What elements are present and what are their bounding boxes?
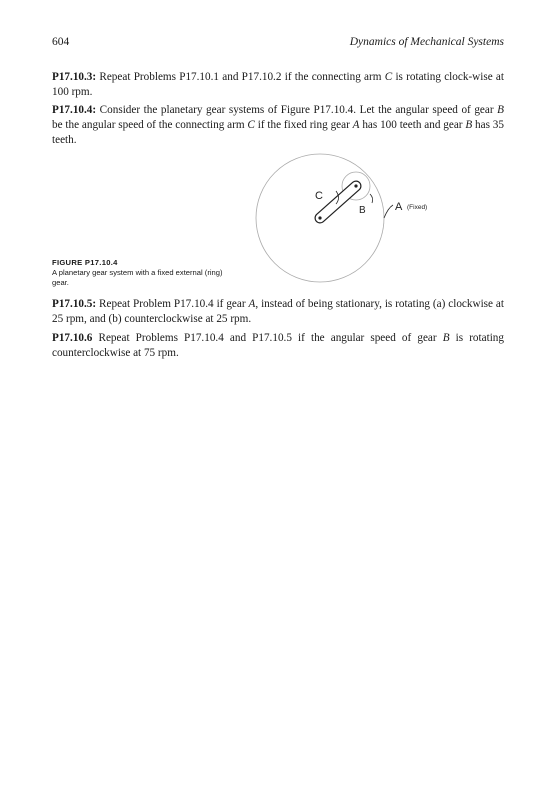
- problem-text: has 100 teeth and gear: [359, 119, 466, 131]
- problem-text: Repeat Problem P17.10.4 if gear: [96, 298, 249, 310]
- label-a: A: [395, 201, 403, 213]
- problem-text: has 35 teeth.: [52, 119, 504, 146]
- problem-text: Repeat Problems P17.10.4 and P17.10.5 if the angular speed of gear: [92, 332, 443, 344]
- problem-p17-10-5: [52, 297, 504, 327]
- connecting-arm-c: [320, 186, 356, 218]
- arm-pivot-planet: [354, 184, 357, 187]
- symbol-c: C: [247, 119, 255, 131]
- symbol-b: B: [442, 332, 450, 344]
- problem-p17-10-3: [52, 70, 504, 100]
- problem-label: P17.10.4:: [52, 104, 97, 116]
- problem-text: be the angular speed of the connecting arm: [52, 119, 248, 131]
- figure-caption: [52, 258, 232, 288]
- problem-text: , instead of being stationary, is rotating (a) clockwise at 25 rpm, and (b) counterclockwise at 25 rpm.: [52, 298, 504, 325]
- problem-text: Repeat Problems P17.10.1 and P17.10.2 if the connecting arm: [96, 71, 385, 83]
- running-title: Dynamics of Mechanical Systems: [349, 36, 504, 48]
- problem-text: if the fixed ring gear: [254, 119, 353, 131]
- figure-label: FIGURE P17.10.4: [52, 258, 118, 267]
- page-number: 604: [52, 36, 70, 48]
- problem-p17-10-4: [52, 103, 504, 148]
- page-header: [52, 36, 504, 52]
- leader-line-a: [384, 205, 393, 218]
- arm-pivot-center: [318, 216, 321, 219]
- symbol-c: C: [384, 71, 393, 83]
- label-fixed: (Fixed): [407, 204, 428, 211]
- problem-label: P17.10.5:: [52, 298, 97, 310]
- problem-label: P17.10.6: [52, 332, 93, 344]
- symbol-b: B: [497, 104, 504, 116]
- symbol-b: B: [465, 119, 473, 131]
- problem-text: is rotating clock-wise at 100 rpm.: [52, 71, 505, 98]
- planetary-gear-figure: [250, 158, 428, 288]
- symbol-a: A: [352, 119, 360, 131]
- problem-text: is rotating counterclockwise at 75 rpm.: [52, 332, 504, 359]
- problem-label: P17.10.3:: [52, 71, 97, 83]
- problem-text: Consider the planetary gear systems of Figure P17.10.4. Let the angular speed of gear: [96, 104, 498, 116]
- figure-caption-text: A planetary gear system with a fixed external (ring) gear.: [52, 268, 223, 287]
- leader-line-b: [370, 194, 373, 203]
- label-c: C: [315, 190, 323, 202]
- symbol-a: A: [248, 298, 256, 310]
- label-b: B: [359, 205, 366, 216]
- problem-p17-10-6: [52, 331, 504, 361]
